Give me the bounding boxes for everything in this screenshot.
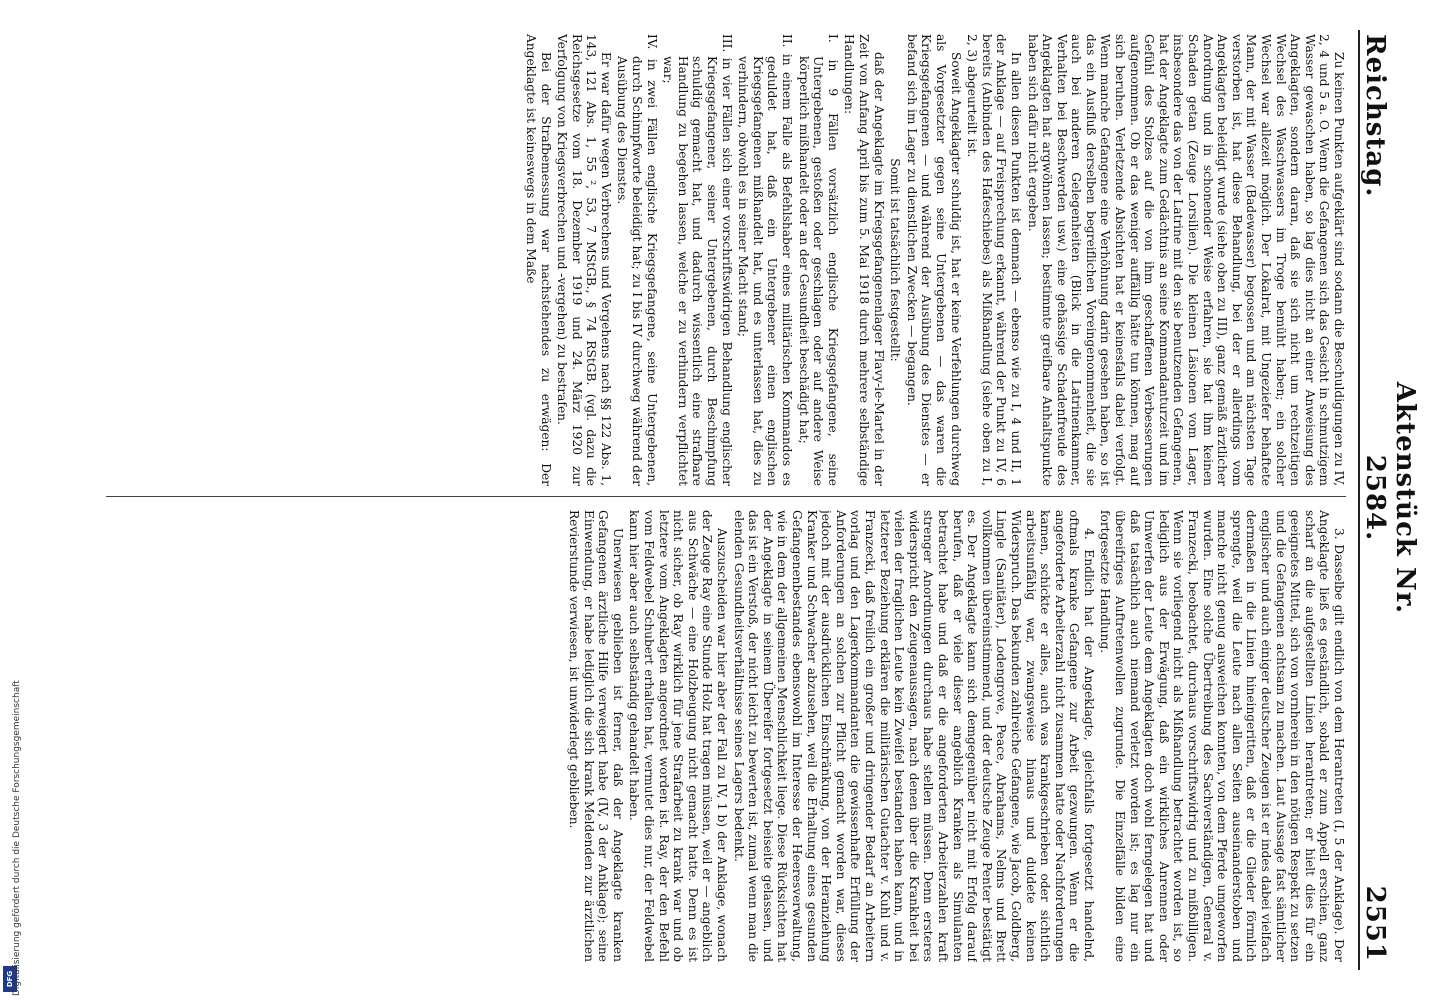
finding-item: II. in einem Falle als Befehlshaber eines militärischen Kommandos es geduldet hat, daß ein Untergebener einen englischen Kriegsgefangenen mißhandelt hat, und es unterlassen hat, dies zu verhindern, obwohl es in seiner Macht stand;: [736, 34, 795, 486]
paragraph: Unerwiesen geblieben ist ferner, daß der Angeklagte kranken Gefangenen ärztliche Hilfe verweigert habe (IV, 3 der Anklage); seine Einwendung, er habe lediglich die sich krank Meldenden zur ärztlichen Revierstunde verwiesen, ist unwiderlegt geblieben.: [567, 510, 625, 962]
header-document-number: Aktenstück Nr. 2584.: [1360, 381, 1420, 615]
scanned-page-area: [90, 30, 1420, 970]
right-column: [106, 510, 1346, 962]
paragraph: Soweit Angeklagter schuldig ist, hat er keine Verfehlungen durchweg als Vorgesetzter gegen seine Untergebenen — das waren die Kriegsgefangenen — und während der Ausübung des Dienstes — er befand sich im Lager zu dienstlichen Zwecken — begangen.: [904, 34, 963, 486]
paragraph: Bei der Strafbemessung war nachstehendes zu erwägen: Der Angeklagte ist keineswegs in dem Maße: [523, 34, 553, 486]
paragraph: 4. Endlich hat der Angeklagte, gleichfalls fortgesetzt handelnd, oftmals kranke Gefangene zur Arbeit gezwungen. Wenn er die angeforderte Arbeiterzahl nicht zusammen hatte oder Nachforderungen kamen, schickte er alles, auch was krankgeschrieben oder sichtlich arbeitsunfähig war, zwangsweise hinaus und duldete keinen Widerspruch. Das bekunden zahlreiche Gefangene, wie Jacob, Goldberg, Lingle (Sanitäter), Lodengrove, Peace, Abrahams, Nelms und Brett vollkommen übereinstimmend, und der deutsche Zeuge Penter bestätigt es. Der Angeklagte kann sich demgegenüber nicht mit Erfolg darauf berufen, daß er viele dieser angeblich Kranken als Simulanten betrachtet habe und daß er die angeforderten Arbeiterzahlen kraft strenger Anordnungen durchaus habe stellen müssen. Denn ersteres widerspricht den Zeugenaussagen, nach denen über die Krankheit bei vielen der fraglichen Leute kein Zweifel bestanden haben kann, und in letzterer Beziehung erklären die militärischen Gutachter v. Kuhl und v. Franzecki, daß freilich ein großer und dringender Bedarf an Arbeitern vorlag und den Lagerkommandanten die gewissenhafte Erfüllung der Anforderungen an solchen zur Pflicht gemacht worden war, dieses jedoch mit der ausdrücklichen Einschränkung, von der Heranziehung Kranker und Schwacher abzusehen, weil die Erhaltung eines gesunden Gefangenenbestandes ebensowohl im Interesse der Heeresverwaltung, wie in dem der allgemeinen Menschlichkeit liege. Diese Rücksichten hat der Angeklagte in seinem Übereifer fortgesetzt beiseite gelassen, und das ist ein Verstoß, der nicht leicht zu bewerten ist, zumal wenn man die elenden Gesundheitsverhältnisse seines Lagers bedenkt.: [731, 510, 1096, 962]
paragraph: Auszuscheiden war hier aber der Fall zu IV, 1 b) der Anklage, wonach der Zeuge Ray eine Stunde Holz hat tragen müssen, weil er — angeblich aus Schwäche — eine Holzbeugung nicht gemacht hatte. Denn es ist nicht sicher, ob Ray wirklich für jene Strafarbeit zu krank war und ob letztere vom Angeklagten angeordnet worden ist. Ray, der den Befehl vom Feldwebel Schubert erhalten hat, vermutet dies nur, der Feldwebel kann hier aber auch selbständig gehandelt haben.: [627, 510, 730, 962]
digitization-credit: Digitalisierung gefördert durch die Deutsche Forschungsgemeinschaft: [12, 680, 22, 996]
finding-item: IV. in zwei Fällen englische Kriegsgefangene, seine Untergebenen, durch Schimpfworte beleidigt hat; zu I bis IV durchweg während der Ausübung des Dienstes.: [615, 34, 659, 486]
paragraph: In allen diesen Punkten ist demnach — ebenso wie zu I, 4 und II, 1 der Anklage — auf Freisprechung erkannt, während der Punkt zu IV, 6 bereits (Anbinden des Hafeschiebes) als Mißhandlung (siehe oben zu I, 2, 3) abgeurteilt ist.: [965, 34, 1023, 486]
paragraph: Somit ist tatsächlich festgestellt:: [888, 158, 903, 362]
paragraph: Zu keinen Punkten aufgeklärt sind sodann die Beschuldigungen zu IV, 2, 4 und 5 a. O. Wenn die Gefangenen sich das Gesicht in schmutzigem Wasser gewaschen haben, so lag dies nicht an einer Anweisung des Angeklagten, sondern daran, daß sie sich nicht um rechtzeitigen Wechsel des Waschwassers im Troge bemüht haben; ein solcher Wechsel war allezeit möglich. Der Lokalrat, mit Ungeziefer behaftete Mann, der mit Wasser (Badewasser) begossen und am nächsten Tage verstorben ist, hat diese Behandlung, bei der er allerdings vom Angeklagten beleidigt wurde (siehe oben zu III), ganz gemäß ärztlicher Anordnung und in schonender Weise erfahren, sie hat ihm keinen Schaden getan (Zeuge Lorsilien). Die kleinen Läsionen vom Lager, insbesondere das von der Latrine mit den sie benutzenden Gefangenen, hat der Angeklagte zum Gedächtnis an seine Kommandanturzeit und im Gefühl des Stolzes auf die von ihm geschaffenen Verbesserungen aufgenommen. Ob er das weniger auffällig hätte tun können, mag auf sich beruhen. Verletzende Absichten hat er keinesfalls dabei verfolgt. Wenn manche Gefangene eine Verhöhnung darin gesehen haben, so ist das ein Ausfluß derselben begreiflichen Voreingenommenheit, die sie auch bei anderen Gelegenheiten (Blick in die Latrinenkammer, Verhalten bei Beschwerden usw.) eine gehässige Schadenfreude des Angeklagten hat argwöhnen lassen; bestimmte greifbare Anhaltspunkte haben sich dafür nicht ergeben.: [1025, 34, 1346, 486]
page-number: 2551: [1360, 885, 1390, 962]
document-page: [90, 30, 1420, 970]
paragraph: Er war dafür wegen Verbrechens und Vergehens nach §§ 122 Abs. 1, 143, 121 Abs. 1, 55 ², 53, 7 MStGB., § 74 RStGB. (vgl. dazu die Reichsgesetze vom 18. Dezember 1919 und 24. März 1920 zur Verfolgung von Kriegsverbrechen und -vergehen) zu bestrafen.: [555, 34, 613, 486]
paragraph: 3. Dasselbe gilt endlich von dem Herantreten (I, 5 der Anklage). Der Angeklagte ließ es geständlich, sobald er zum Appell erschien, ganz scharf an die aufgestellten Linien herantreten; er hielt dies für ein geeignetes Mittel, sich von vornherein in den nötigen Respekt zu setzen und die Gefangenen achtsam zu machen. Laut Aussage fast sämtlicher englischer und auch einiger deutscher Zeugen ist er indes dabei vielfach dermaßen in die Linien hineingeritten, daß er die Glieder förmlich sprengte, weil die Leute nach allen Seiten auseinanderstoben und manche nicht genug ausweichen konnten, von dem Pferde umgeworfen wurden. Eine solche Übertreibung des Sachverständigen, General v. Franzecki, beobachtet, durchaus vorschriftswidrig und zu mißbilligen. Wenn sie vorliegend nicht als Mißhandlung betrachtet worden ist, so lediglich aus der Erwägung, daß ein wirkliches Anrennen oder Umwerfen der Leute dem Angeklagten doch wohl ferngelegen hat und daß tatsächlich auch niemand verletzt worden ist; es lag nur ein übereifriges Auftretenwollen zugrunde. Die Einzelfälle bilden eine fortgesetzte Handlung.: [1098, 510, 1346, 962]
side-strip: [0, 0, 24, 1000]
page-header: [1358, 30, 1420, 970]
dfg-logo: DFG: [3, 966, 17, 992]
header-title: Reichstag.: [1360, 34, 1390, 198]
left-column: [106, 34, 1346, 486]
finding-intro: daß der Angeklagte im Kriegsgefangenenlager Flavy-le-Martel in der Zeit von Anfang April bis zum 5. Mai 1918 durch mehrere selbständige Handlungen:: [842, 34, 886, 486]
column-divider: [106, 496, 1346, 497]
finding-item: III. in vier Fällen sich einer vorschriftswidrigen Behandlung englischer Kriegsgefangener, seiner Untergebenen, durch Beschimpfung schuldig gemacht hat, und dadurch wissentlich eine strafbare Handlung zu begehen lassen, welche er zu verhindern verpflichtet war;: [661, 34, 734, 486]
finding-item: I. in 9 Fällen vorsätzlich englische Kriegsgefangene, seine Untergebenen, gestoßen oder geschlagen oder auf andere Weise körperlich mißhandelt oder an der Gesundheit beschädigt hat;: [796, 34, 840, 486]
